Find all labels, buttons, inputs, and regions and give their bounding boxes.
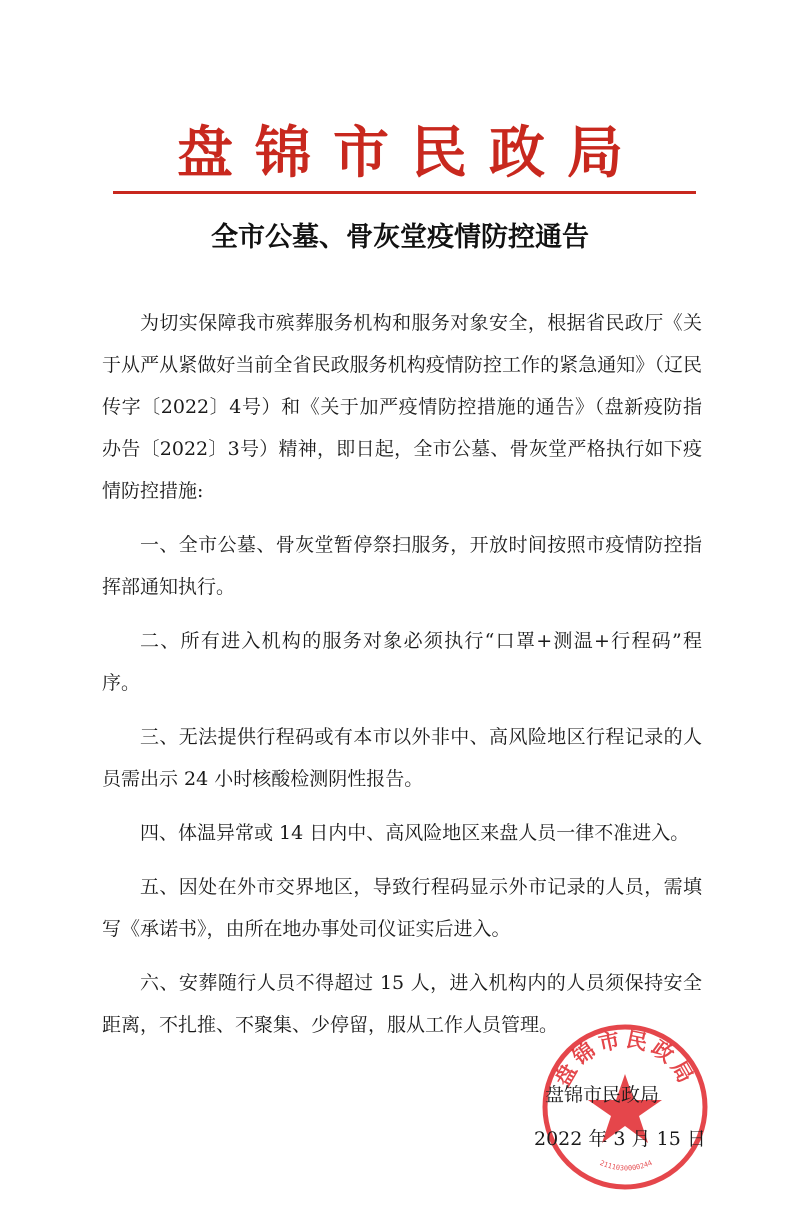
document-body	[102, 302, 702, 1046]
document-title: 全市公墓、骨灰堂疫情防控通告	[211, 222, 589, 253]
letterhead-divider	[113, 191, 696, 194]
letterhead-organization: 盘锦市民政局	[177, 120, 645, 186]
svg-text:2111030000244	[599, 1159, 654, 1172]
measure-item-3: 三、无法提供行程码或有本市以外非中、高风险地区行程记录的人员需出示 24 小时核酸检测阴性报告。	[102, 726, 702, 790]
measure-item-2: 二、所有进入机构的服务对象必须执行“口罩+测温+行程码”程序。	[102, 630, 702, 694]
measure-item-4: 四、体温异常或 14 日内中、高风险地区来盘人员一律不准进入。	[140, 822, 690, 844]
measure-item-5: 五、因处在外市交界地区，导致行程码显示外市记录的人员，需填写《承诺书》，由所在地办事处司仪证实后进入。	[102, 876, 702, 940]
measure-item-1: 一、全市公墓、骨灰堂暂停祭扫服务，开放时间按照市疫情防控指挥部通知执行。	[102, 534, 702, 598]
seal-number: 2111030000244	[598, 1158, 654, 1173]
measure-item-6: 六、安葬随行人员不得超过 15 人，进入机构内的人员须保持安全距离，不扎推、不聚集、少停留，服从工作人员管理。	[102, 972, 702, 1036]
signature-date: 2022 年 3 月 15 日	[534, 1128, 706, 1150]
seal-text: 盘锦市民政局	[549, 1026, 701, 1091]
intro-paragraph: 为切实保障我市殡葬服务机构和服务对象安全，根据省民政厅《关于从严从紧做好当前全省民政服务机构疫情防控工作的紧急通知》（辽民传字〔2022〕4号）和《关于加严疫情防控措施的通告》（盘新疫防指办告〔2022〕3号）精神，即日起，全市公墓、骨灰堂严格执行如下疫情防控措施:	[102, 312, 702, 502]
signature-organization: 盘锦市民政局	[545, 1084, 660, 1106]
